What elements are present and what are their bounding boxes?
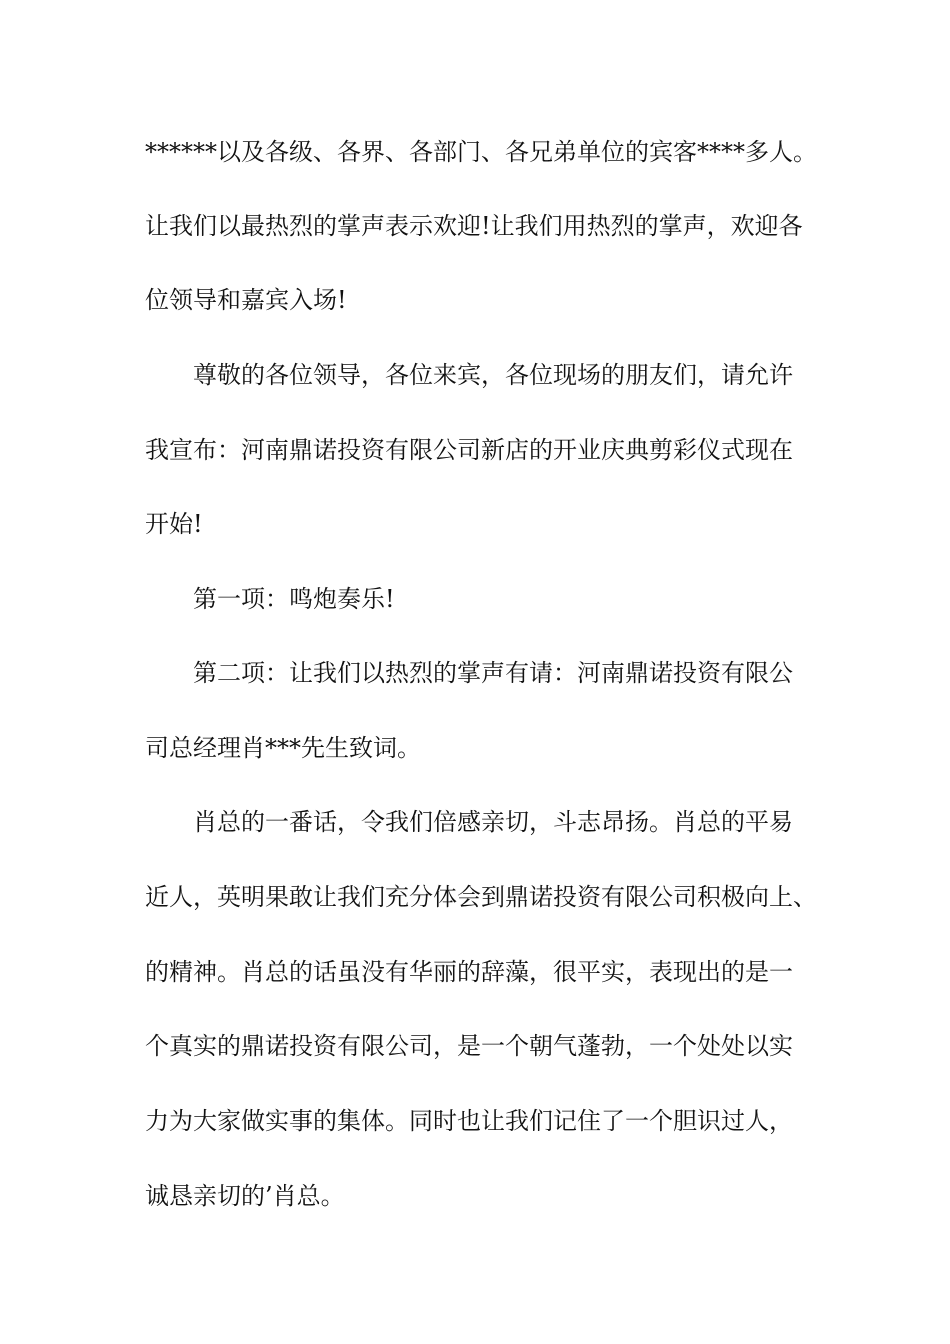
text-line-12: 的精神。肖总的话虽没有华丽的辞藻，很平实，表现出的是一 xyxy=(145,958,793,986)
text-line-10: 肖总的一番话，令我们倍感亲切，斗志昂扬。肖总的平易 xyxy=(193,808,793,836)
text-line-9: 司总经理肖***先生致词。 xyxy=(145,734,421,762)
text-line-8: 第二项：让我们以热烈的掌声有请：河南鼎诺投资有限公 xyxy=(193,659,793,687)
text-line-1: ******以及各级、各界、各部门、各兄弟单位的宾客****多人。 xyxy=(145,138,817,166)
text-line-2: 让我们以最热烈的掌声表示欢迎!让我们用热烈的掌声，欢迎各 xyxy=(145,212,803,240)
text-line-3: 位领导和嘉宾入场! xyxy=(145,286,347,314)
text-line-5: 我宣布：河南鼎诺投资有限公司新店的开业庆典剪彩仪式现在 xyxy=(145,436,793,464)
text-line-7: 第一项：鸣炮奏乐! xyxy=(193,585,395,613)
text-line-6: 开始! xyxy=(145,510,203,538)
text-line-11: 近人，英明果敢让我们充分体会到鼎诺投资有限公司积极向上、 xyxy=(145,883,817,911)
text-line-13: 个真实的鼎诺投资有限公司，是一个朝气蓬勃，一个处处以实 xyxy=(145,1032,793,1060)
text-line-14: 力为大家做实事的集体。同时也让我们记住了一个胆识过人， xyxy=(145,1107,793,1135)
text-line-15: 诚恳亲切的’肖总。 xyxy=(145,1182,345,1210)
text-line-4: 尊敬的各位领导，各位来宾，各位现场的朋友们，请允许 xyxy=(193,361,793,389)
